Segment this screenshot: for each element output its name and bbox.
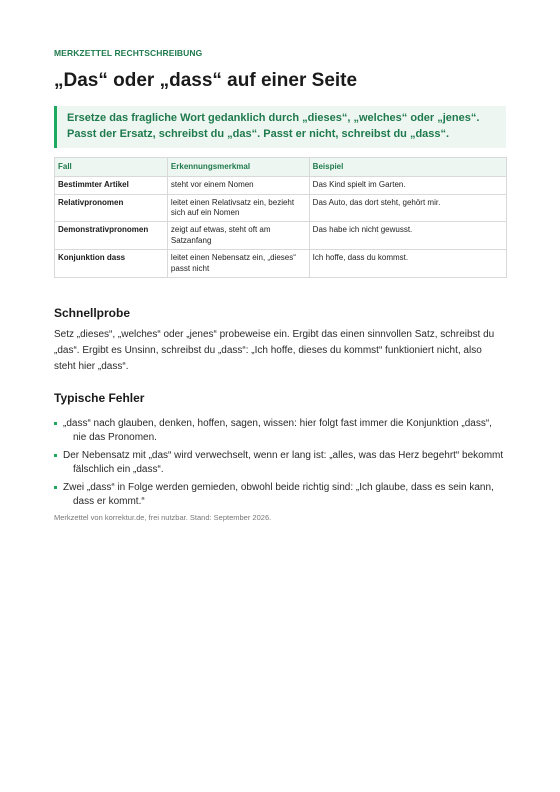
table-row: [55, 194, 507, 222]
footer-note: Merkzettel von korrektur.de, frei nutzbar. Stand: September 2026.: [54, 512, 272, 522]
list-item-text: Der Nebensatz mit „das“ wird verwechselt, wenn er lang ist: „alles, was das Herz begehrt“ bekommt fälschlich ein „dass“.: [63, 449, 504, 475]
list-item: [54, 449, 506, 477]
cases-table: [54, 157, 507, 278]
table-row: [55, 177, 507, 194]
table-cell-fall: Bestimmter Artikel: [55, 177, 168, 194]
bullet-marker: [54, 422, 57, 425]
table-cell-merkmal: leitet einen Nebensatz ein, „dieses“ passt nicht: [167, 250, 309, 278]
table-header-row: [55, 157, 507, 176]
bullet-marker: [54, 454, 57, 457]
schnellprobe-paragraph: Setz „dieses“, „welches“ oder „jenes“ probeweise ein. Ergibt das einen sinnvollen Satz, schreibst du „das“. Ergibt es Unsinn, schreibst du „dass“: „Ich hoffe, dieses du kommst“ funktioniert nicht, also steht hier „dass“.: [54, 328, 495, 372]
table-row: [55, 222, 507, 250]
eyebrow-label: MERKZETTEL RECHTSCHREIBUNG: [54, 48, 203, 58]
column-header-merkmal: Erkennungsmerkmal: [167, 157, 309, 176]
table-row: [55, 250, 507, 278]
table-cell-beispiel: Ich hoffe, dass du kommst.: [309, 250, 506, 278]
table-cell-merkmal: leitet einen Relativsatz ein, bezieht sich auf ein Nomen: [167, 194, 309, 222]
column-header-fall: Fall: [55, 157, 168, 176]
table-cell-beispiel: Das habe ich nicht gewusst.: [309, 222, 506, 250]
table-cell-beispiel: Das Auto, das dort steht, gehört mir.: [309, 194, 506, 222]
table-cell-merkmal: zeigt auf etwas, steht oft am Satzanfang: [167, 222, 309, 250]
table-cell-merkmal: steht vor einem Nomen: [167, 177, 309, 194]
column-header-beispiel: Beispiel: [309, 157, 506, 176]
list-item-text: Zwei „dass“ in Folge werden gemieden, obwohl beide richtig sind: „Ich glaube, dass es sein kann, dass er kommt.“: [63, 481, 494, 507]
list-item: [54, 417, 506, 445]
rule-callout: Ersetze das fragliche Wort gedanklich durch „dieses“, „welches“ oder „jenes“. Passt der Ersatz, schreibst du „das“. Passt er nicht, schreibst du „dass“.: [54, 106, 506, 148]
section-heading-fehler: Typische Fehler: [54, 390, 145, 405]
table-cell-fall: Relativpronomen: [55, 194, 168, 222]
bullet-marker: [54, 486, 57, 489]
list-item-text: „dass“ nach glauben, denken, hoffen, sagen, wissen: hier folgt fast immer die Konjunktion „dass“, nie das Pronomen.: [63, 417, 492, 443]
section-heading-schnellprobe: Schnellprobe: [54, 305, 131, 320]
table-cell-fall: Demonstrativpronomen: [55, 222, 168, 250]
table-cell-fall: Konjunktion dass: [55, 250, 168, 278]
error-list: [54, 417, 506, 509]
table-cell-beispiel: Das Kind spielt im Garten.: [309, 177, 506, 194]
list-item: [54, 481, 506, 509]
page-title: „Das“ oder „dass“ auf einer Seite: [54, 70, 358, 91]
